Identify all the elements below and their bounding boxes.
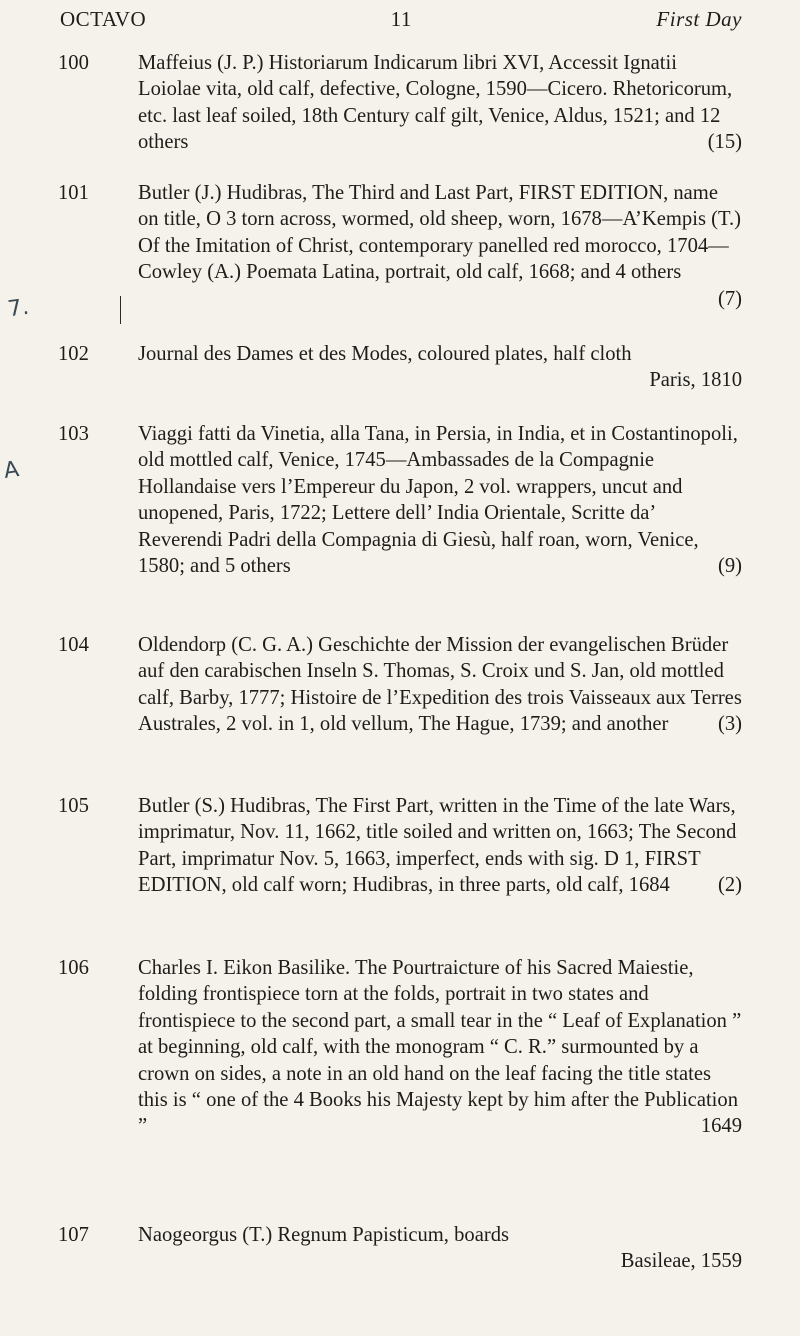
lot-text: Butler (S.) Hudibras, The First Part, written in the Time of the late Wars, imprimatur, Nov. 11, 1662, title soiled and written on, 1663; The Second Part, imprimatur Nov. 5, 1663, imperfect, ends with sig. D 1, FIRST EDITION, old calf worn; Hudibras, in three parts, old calf, 1684 [138,795,737,897]
lot-price: (9) [717,555,742,578]
lot-description [138,180,742,312]
lot-entry [58,793,742,899]
lot-description [138,793,742,899]
lot-price: (15) [707,131,742,154]
lot-description [138,50,742,156]
lot-entry [58,955,742,1140]
lot-number: 105 [58,795,89,817]
lot-text: Oldendorp (C. G. A.) Geschichte der Mission der evangelischen Brüder auf den carabischen Inseln S. Thomas, S. Croix und S. Jan, old mottled calf, Barby, 1777; Histoire de l’Expedition des trois Vaisseaux aux Terres Australes, 2 vol. in 1, old vellum, The Hague, 1739; and another [138,634,742,736]
lot-entry [58,341,742,394]
lot-price: Basileae, 1559 [620,1250,742,1273]
lot-number: 100 [58,52,89,74]
lot-text: Naogeorgus (T.) Regnum Papisticum, boards [138,1224,510,1246]
lot-entry [58,50,742,156]
page-header [60,6,742,32]
page-number: 11 [390,7,412,31]
lot-price: (3) [717,713,742,736]
lot-text: Journal des Dames et des Modes, coloured plates, half cloth [138,343,632,365]
handwritten-margin-mark: 7. [6,294,31,323]
lot-entry [58,632,742,738]
lot-description [138,955,742,1140]
lot-price: (7) [717,287,742,310]
lot-description [138,421,742,579]
handwritten-margin-mark: A [2,457,21,484]
lot-description [138,632,742,738]
lot-text: Butler (J.) Hudibras, The Third and Last Part, FIRST EDITION, name on title, O 3 torn across, wormed, old sheep, worn, 1678—A’Kempis (T.) Of the Imitation of Christ, contemporary panelled red morocco, 1704—Cowley (A.) Poemata Latina, portrait, old calf, 1668; and 4 others [138,182,742,284]
lot-entry [58,421,742,579]
lot-entry [58,1222,742,1275]
header-day-title: First Day [656,7,742,31]
lot-price: (2) [717,874,742,897]
lot-price: Paris, 1810 [649,369,742,392]
lot-price: 1649 [700,1115,742,1138]
lot-number: 107 [58,1224,89,1246]
lot-description [138,341,742,394]
lot-text: Charles I. Eikon Basilike. The Pourtraicture of his Sacred Maiestie, folding frontispiece torn at the folds, portrait in two states and frontispiece to the second part, a small tear in the “ Leaf of Explanation ” at beginning, old calf, with the monogram “ C. R.” surmounted by a crown on sides, a note in an old hand on the leaf facing the title states this is “ one of the 4 Books his Majesty kept by him after the Publication ” [138,957,742,1138]
lot-number: 101 [58,182,89,204]
lot-number: 104 [58,634,89,656]
lot-text: Viaggi fatti da Vinetia, alla Tana, in Persia, in India, et in Costantinopoli, old mottled calf, Venice, 1745—Ambassades de la Compagnie Hollandaise vers l’Empereur du Japon, 2 vol. wrappers, uncut and unopened, Paris, 1722; Lettere dell’ India Orientale, Scritte da’ Reverendi Padri della Compagnia di Giesù, half roan, worn, Venice, 1580; and 5 others [138,423,738,578]
lot-description [138,1222,742,1275]
lot-number: 102 [58,343,89,365]
lot-number: 106 [58,957,89,979]
lot-number: 103 [58,423,89,445]
lot-text: Maffeius (J. P.) Historiarum Indicarum libri XVI, Accessit Ignatii Loiolae vita, old calf, defective, Cologne, 1590—Cicero. Rhetoricorum, etc. last leaf soiled, 18th Century calf gilt, Venice, Aldus, 1521; and 12 others [138,52,733,154]
lot-entry [58,180,742,312]
header-section-title: OCTAVO [60,7,147,31]
